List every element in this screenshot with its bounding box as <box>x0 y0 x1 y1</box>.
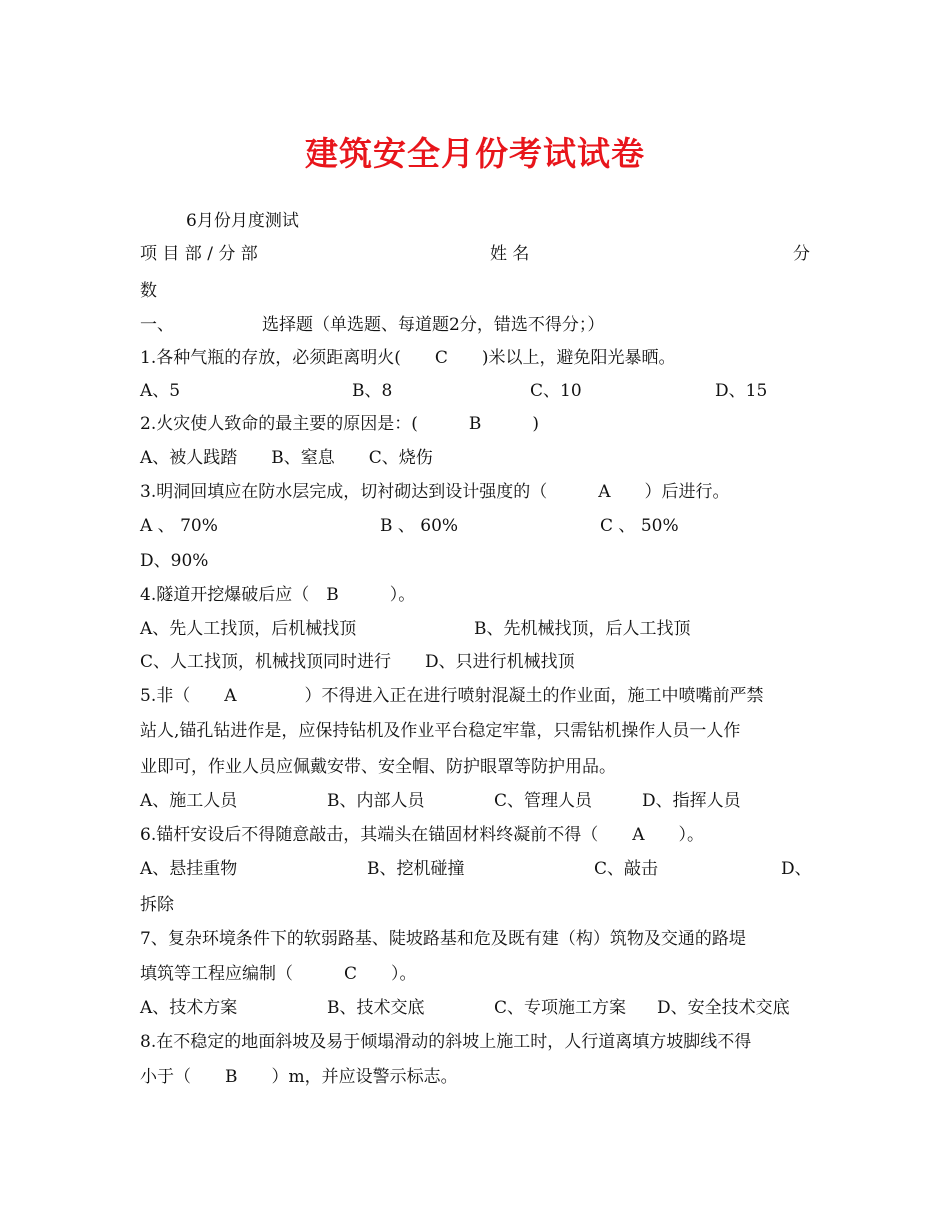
q6-option-d: D、 <box>781 859 812 879</box>
q2-options: A、被人践踏 B、窒息 C、烧伤 <box>140 448 433 468</box>
question-1: 1.各种气瓶的存放，必须距离明火( C )米以上，避免阳光暴晒。 <box>140 348 676 368</box>
question-8-line-1: 8.在不稳定的地面斜坡及易于倾塌滑动的斜坡上施工时，人行道离填方坡脚线不得 <box>140 1032 752 1052</box>
q5-option-c: C、管理人员 <box>494 791 593 811</box>
q1-option-b: B、8 <box>352 381 393 401</box>
question-5-line-1: 5.非（ A ）不得进入正在进行喷射混凝土的作业面，施工中喷嘴前严禁 <box>140 686 764 706</box>
q7-option-b: B、技术交底 <box>327 998 425 1018</box>
score-label-1: 分 <box>793 244 810 264</box>
question-8-line-2: 小于（ B ）m，并应设警示标志。 <box>140 1067 458 1087</box>
q5-option-b: B、内部人员 <box>327 791 425 811</box>
q5-option-d: D、指挥人员 <box>642 791 741 811</box>
question-3: 3.明洞回填应在防水层完成，切衬砌达到设计强度的（ A ）后进行。 <box>140 482 730 502</box>
question-5-line-3: 业即可，作业人员应佩戴安带、安全帽、防护眼罩等防护用品。 <box>140 757 616 777</box>
subtitle: 6月份月度测试 <box>186 211 299 231</box>
q4-options-cd: C、人工找顶，机械找顶同时进行 D、只进行机械找顶 <box>140 652 575 672</box>
q6-option-a: A、悬挂重物 <box>140 859 238 879</box>
q3-option-b: B 、 60% <box>380 516 459 536</box>
q7-option-a: A、技术方案 <box>140 998 238 1018</box>
q4-option-b: B、先机械找顶，后人工找顶 <box>474 619 691 639</box>
q7-option-d: D、安全技术交底 <box>657 998 790 1018</box>
q3-option-d: D、90% <box>140 551 209 571</box>
q6-option-b: B、挖机碰撞 <box>367 859 465 879</box>
question-7-line-1: 7、复杂环境条件下的软弱路基、陡坡路基和危及既有建（构）筑物及交通的路堤 <box>140 929 746 949</box>
question-2: 2.火灾使人致命的最主要的原因是：( B ) <box>140 414 539 434</box>
section-heading: 选择题（单选题、每道题2分，错选不得分；） <box>262 315 605 335</box>
score-label-2: 数 <box>140 281 157 301</box>
page-title: 建筑安全月份考试试卷 <box>305 134 645 173</box>
q1-option-a: A、5 <box>140 381 181 401</box>
q7-option-c: C、专项施工方案 <box>494 998 627 1018</box>
question-7-line-2: 填筑等工程应编制（ C ）。 <box>140 964 417 984</box>
section-number: 一、 <box>140 315 174 335</box>
project-label: 项 目 部 / 分 部 <box>140 244 258 264</box>
question-4: 4.隧道开挖爆破后应（ B ）。 <box>140 585 416 605</box>
q5-option-a: A、施工人员 <box>140 791 238 811</box>
q1-option-d: D、15 <box>715 381 768 401</box>
name-label: 姓 名 <box>490 244 530 264</box>
q3-option-c: C 、 50% <box>600 516 679 536</box>
q4-option-a: A、先人工找顶，后机械找顶 <box>140 619 357 639</box>
question-5-line-2: 站人,锚孔钻进作是，应保持钻机及作业平台稳定牢靠，只需钻机操作人员一人作 <box>140 721 741 741</box>
q6-option-c: C、敲击 <box>594 859 659 879</box>
q1-option-c: C、10 <box>530 381 582 401</box>
question-6: 6.锚杆安设后不得随意敲击，其端头在锚固材料终凝前不得（ A ）。 <box>140 825 704 845</box>
q6-option-d-wrap: 拆除 <box>140 895 174 915</box>
q3-option-a: A 、 70% <box>140 516 218 536</box>
